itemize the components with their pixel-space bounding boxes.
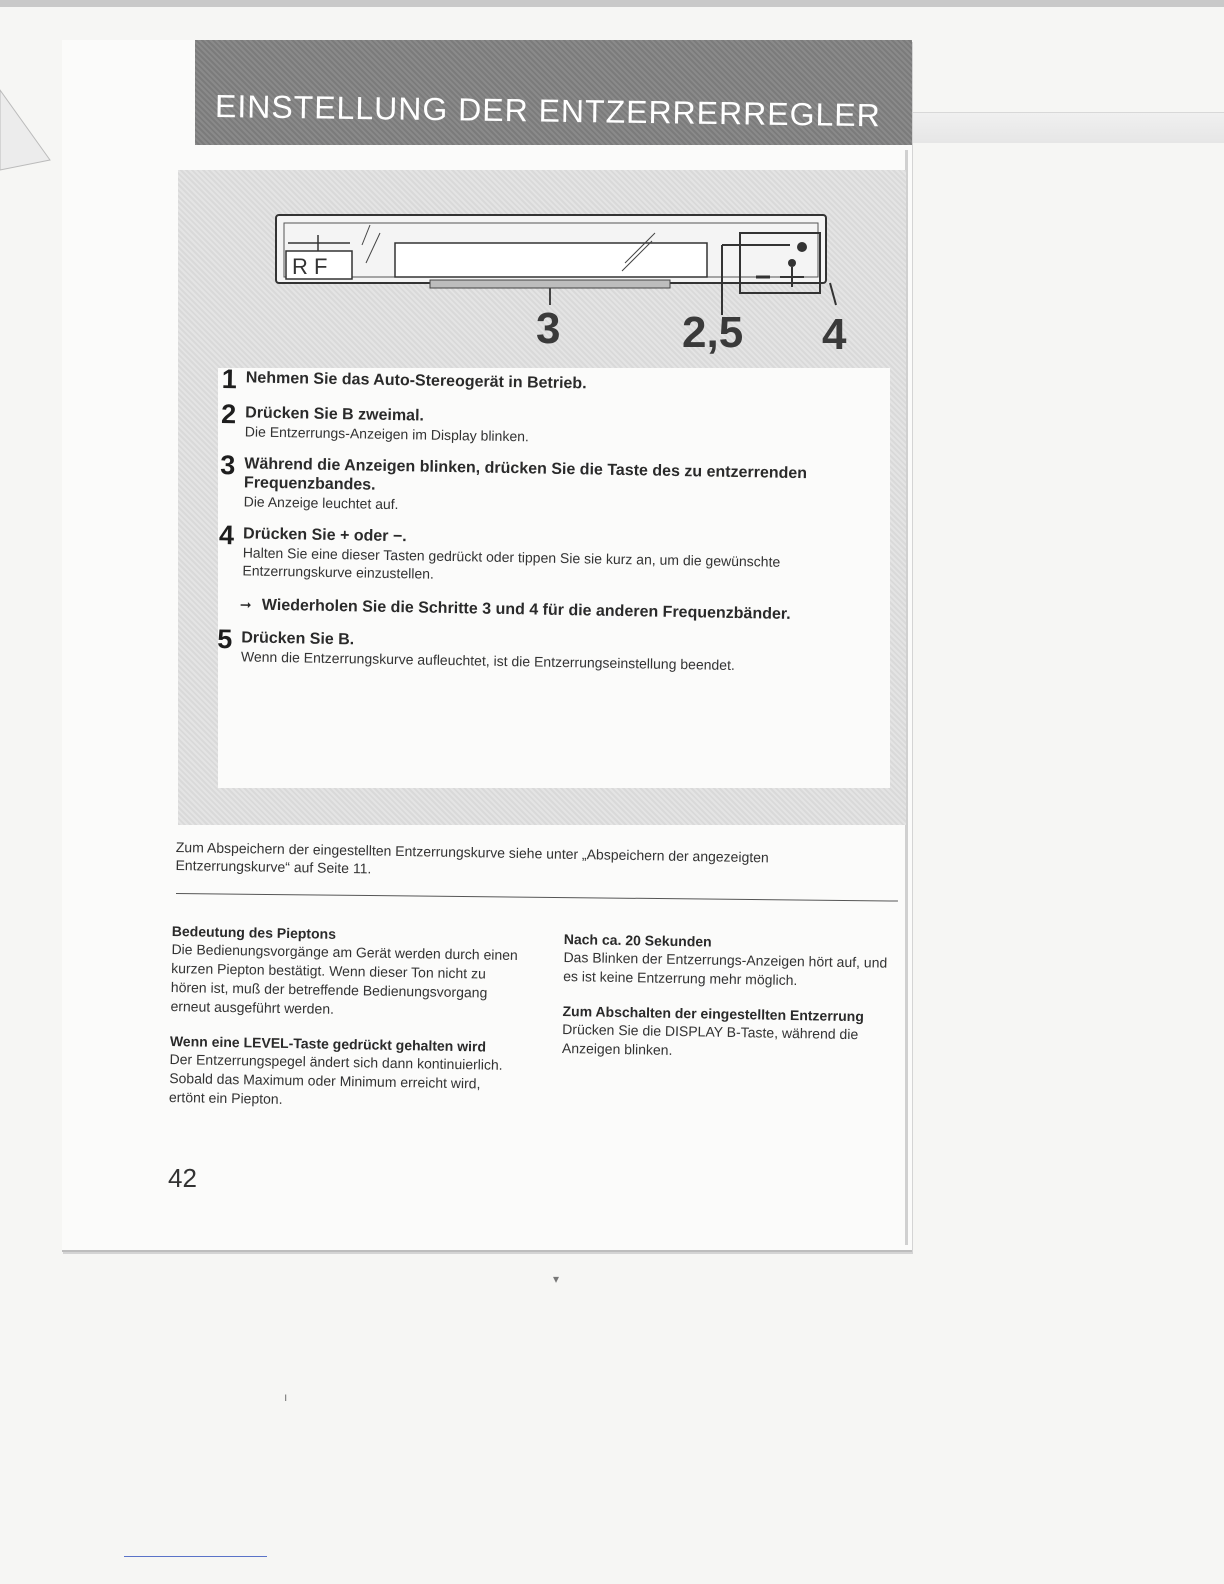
- callout-4: 4: [822, 310, 847, 359]
- display-b-button: [797, 242, 807, 252]
- storage-note: Zum Abspeichern der eingestellten Entzerrungskurve siehe unter „Abspeichern der angezeigten Entzerrungskurve“ auf Seite 11.: [175, 838, 769, 877]
- scan-speck: ı: [284, 1390, 288, 1404]
- notes-right-column: [561, 930, 903, 1080]
- step-heading: Während die Anzeigen blinken, drücken Sie die Taste des zu entzerrenden Frequenzbandes.: [243, 455, 808, 494]
- step-item: [217, 623, 838, 676]
- step-number: 5: [217, 623, 233, 655]
- note-heading: Zum Abschalten der eingestellten Entzerrung: [562, 1002, 864, 1025]
- callout-2-5: 2,5: [682, 308, 744, 357]
- step-number: 4: [218, 519, 235, 551]
- step-body: Die Anzeige leuchtet auf.: [243, 493, 399, 513]
- rf-label: R F: [292, 254, 328, 279]
- step-body: Wenn die Entzerrungskurve aufleuchtet, ist die Entzerrungseinstellung beendet.: [240, 648, 735, 673]
- note-body: Das Blinken der Entzerrungs-Anzeigen hört auf, und es ist keine Entzerrung mehr möglich.: [563, 948, 888, 989]
- arrow-right-icon: ➞: [239, 596, 252, 613]
- note-heading: Wenn eine LEVEL-Taste gedrückt gehalten wird: [169, 1032, 487, 1055]
- note-heading: Bedeutung des Pieptons: [171, 922, 337, 942]
- steps-list: [217, 364, 842, 686]
- step-number: 2: [220, 398, 237, 430]
- step-body: Halten Sie eine dieser Tasten gedrückt oder tippen Sie sie kurz an, um die gewünschte Entzerrungskurve einzustellen.: [242, 544, 781, 582]
- notes-left-column: [168, 922, 521, 1129]
- step-number: 1: [221, 364, 238, 395]
- display-window: [395, 243, 707, 277]
- step-heading: Nehmen Sie das Auto-Stereogerät in Betrieb.: [245, 369, 587, 393]
- scan-fold-right: [905, 112, 1224, 143]
- page-number: 42: [168, 1163, 197, 1193]
- step-item: [220, 449, 841, 521]
- device-front-panel-illustration: [270, 205, 870, 365]
- repeat-note: [240, 595, 838, 624]
- note-section: [563, 930, 904, 992]
- note-heading: Nach ca. 20 Sekunden: [563, 930, 712, 950]
- callout-3: 3: [536, 304, 561, 353]
- step-heading: Drücken Sie B zweimal.: [245, 404, 425, 425]
- page-title: EINSTELLUNG DER ENTZERRERREGLER: [214, 88, 881, 134]
- scan-speck: ▾: [553, 1272, 560, 1286]
- step-number: 3: [220, 449, 236, 481]
- step-heading: Drücken Sie B.: [241, 629, 355, 649]
- eq-band-buttons: [430, 280, 670, 288]
- note-section: [169, 1032, 520, 1113]
- step-item: [220, 398, 842, 451]
- scan-mark: [124, 1556, 267, 1557]
- note-section: [170, 922, 522, 1022]
- step-heading: Drücken Sie + oder −.: [242, 525, 407, 546]
- note-body: Drücken Sie die DISPLAY B-Taste, während die Anzeigen blinken.: [561, 1020, 859, 1058]
- step-item: [218, 519, 839, 590]
- step-body: Die Entzerrungs-Anzeigen im Display blinken.: [244, 423, 530, 445]
- note-section: [562, 1002, 903, 1064]
- note-body: Die Bedienungsvorgänge am Gerät werden durch einen kurzen Piepton bestätigt. Wenn dieser Ton nicht zu hören ist, muß der betreffende Bedienungsvorgang erneut ausgeführt werden.: [170, 940, 518, 1017]
- scan-fold-left: [0, 60, 60, 180]
- scan-edge-top: [0, 0, 1224, 7]
- note-body: Der Entzerrungspegel ändert sich dann kontinuierlich. Sobald das Maximum oder Minimum erreicht wird, ertönt ein Piepton.: [168, 1050, 503, 1107]
- repeat-note-text: Wiederholen Sie die Schritte 3 und 4 für die anderen Frequenzbänder.: [261, 596, 791, 623]
